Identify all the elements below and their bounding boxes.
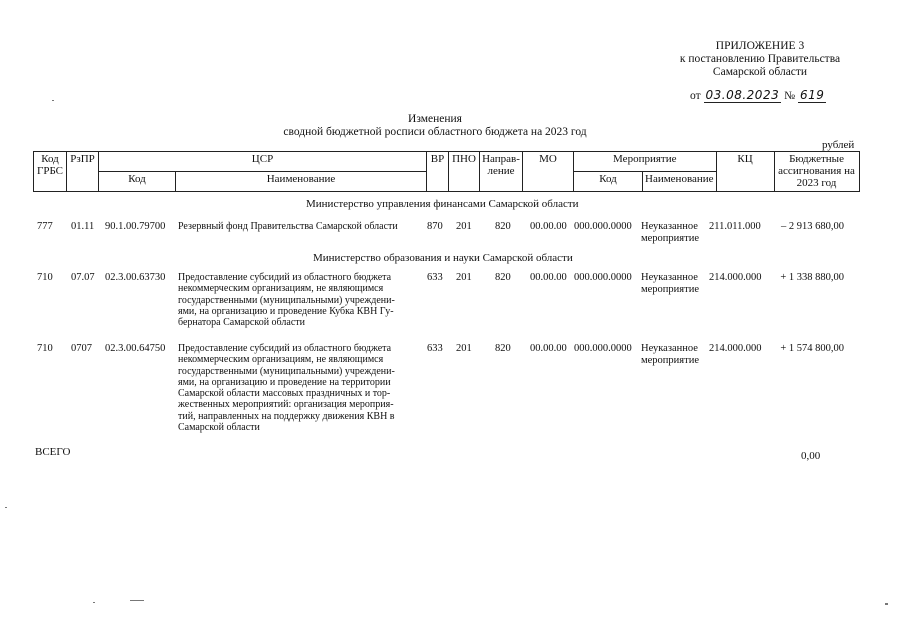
section-title-education: Министерство образования и науки Самарской области: [313, 252, 573, 264]
table-header: [33, 151, 860, 192]
cell-kc: 214.000.000: [709, 343, 762, 354]
mer-name-line: мероприятие: [641, 232, 699, 244]
cell-mo: 00.00.00: [530, 221, 567, 232]
name-line: Резервный фонд Правительства Самарской области: [178, 221, 398, 232]
name-line: некоммерческим организациям, не являющимся: [178, 354, 384, 366]
scan-speck: [52, 100, 54, 101]
cell-csr: 02.3.00.63730: [105, 272, 166, 283]
header-vr: ВР: [427, 152, 449, 192]
name-line: некоммерческим организациям, не являющимся: [178, 283, 384, 295]
cell-amount: + 1 338 880,00: [780, 272, 844, 283]
cell-amount: + 1 574 800,00: [780, 343, 844, 354]
mer-name-line: мероприятие: [641, 283, 699, 295]
mer-name-line: Неуказанное: [641, 221, 698, 232]
appendix-line-2: к постановлению Правительства: [679, 53, 841, 65]
header-csr: ЦСР: [99, 152, 427, 172]
scan-speck: [130, 600, 144, 601]
scan-speck: [885, 603, 888, 605]
cell-mer-name: [641, 272, 699, 295]
cell-pno: 201: [456, 272, 472, 283]
header-mer-kod: Код: [574, 172, 643, 192]
mer-name-line: Неуказанное: [641, 343, 698, 354]
name-line: государственными (муниципальными) учреждени-: [178, 294, 395, 306]
appendix-line-1: ПРИЛОЖЕНИЕ 3: [715, 40, 805, 52]
cell-vr: 633: [427, 343, 443, 354]
decree-number-label: №: [784, 90, 796, 102]
cell-mer-kod: 000.000.0000: [574, 221, 632, 232]
header-napravlenie: Направ-ление: [480, 152, 523, 192]
header-meropriyatie: Мероприятие: [574, 152, 717, 172]
cell-mo: 00.00.00: [530, 343, 567, 354]
appendix-line-3: Самарской области: [712, 66, 808, 78]
title-line-2: сводной бюджетной росписи областного бюджета на 2023 год: [283, 126, 587, 138]
mer-name-line: Неуказанное: [641, 272, 698, 283]
name-line: Самарской области: [178, 422, 260, 434]
cell-name: [178, 343, 424, 433]
cell-mer-name: [641, 221, 699, 244]
decree-number: 619: [799, 88, 825, 102]
cell-name: [178, 272, 424, 328]
cell-pno: 201: [456, 343, 472, 354]
total-amount: 0,00: [801, 450, 821, 462]
header-kc: КЦ: [716, 152, 774, 192]
title-line-1: Изменения: [408, 113, 462, 125]
mer-name-line: мероприятие: [641, 354, 699, 366]
name-line: тий, направленных на поддержку движения КВН в: [178, 410, 395, 422]
header-pno: ПНО: [449, 152, 480, 192]
cell-grbs: 710: [37, 272, 53, 283]
name-line: жественных мероприятий: организация мероприя-: [178, 399, 394, 411]
decree-prefix: от: [690, 90, 701, 102]
decree-date: 03.08.2023: [705, 88, 780, 102]
name-line: Самарской области массовых праздничных и тор-: [178, 388, 391, 400]
cell-direction: 820: [495, 343, 511, 354]
total-label: ВСЕГО: [35, 446, 71, 458]
name-line: ями, на организацию и проведение на территории: [178, 376, 391, 388]
cell-mo: 00.00.00: [530, 272, 567, 283]
appendix-header: [660, 40, 860, 79]
header-kod-grbs: Код ГРБС: [34, 152, 67, 192]
name-line: Предоставление субсидий из областного бюджета: [178, 343, 392, 354]
header-mer-name: Наименование: [643, 172, 717, 192]
cell-direction: 820: [495, 272, 511, 283]
name-line: бернатора Самарской области: [178, 317, 305, 329]
header-csr-kod: Код: [99, 172, 176, 192]
header-csr-name: Наименование: [176, 172, 427, 192]
cell-direction: 820: [495, 221, 511, 232]
document-title: [240, 113, 630, 139]
cell-csr: 02.3.00.64750: [105, 343, 166, 354]
cell-rzpr: 07.07: [71, 272, 95, 283]
header-rzpr: РзПР: [67, 152, 99, 192]
cell-rzpr: 01.11: [71, 221, 95, 232]
scan-speck: [93, 602, 95, 603]
unit-label: рублей: [822, 139, 855, 151]
cell-csr: 90.1.00.79700: [105, 221, 166, 232]
cell-kc: 211.011.000: [709, 221, 761, 232]
cell-kc: 214.000.000: [709, 272, 762, 283]
cell-pno: 201: [456, 221, 472, 232]
cell-mer-kod: 000.000.0000: [574, 343, 632, 354]
name-line: ями, на организацию и проведение Кубка КВН Гу-: [178, 305, 394, 317]
cell-vr: 633: [427, 272, 443, 283]
cell-grbs: 710: [37, 343, 53, 354]
cell-rzpr: 0707: [71, 343, 92, 354]
cell-mer-name: [641, 343, 699, 366]
cell-mer-kod: 000.000.0000: [574, 272, 632, 283]
name-line: государственными (муниципальными) учреждени-: [178, 365, 395, 377]
header-mo: МО: [523, 152, 574, 192]
cell-name: [178, 221, 424, 232]
name-line: Предоставление субсидий из областного бюджета: [178, 272, 392, 283]
section-title-finance: Министерство управления финансами Самарской области: [306, 198, 579, 210]
header-assignments: Бюджетные ассигнования на 2023 год: [774, 152, 859, 192]
cell-amount: – 2 913 680,00: [781, 221, 844, 232]
cell-vr: 870: [427, 221, 443, 232]
decree-reference: [690, 88, 826, 102]
scan-speck: [5, 507, 7, 508]
cell-grbs: 777: [37, 221, 53, 232]
